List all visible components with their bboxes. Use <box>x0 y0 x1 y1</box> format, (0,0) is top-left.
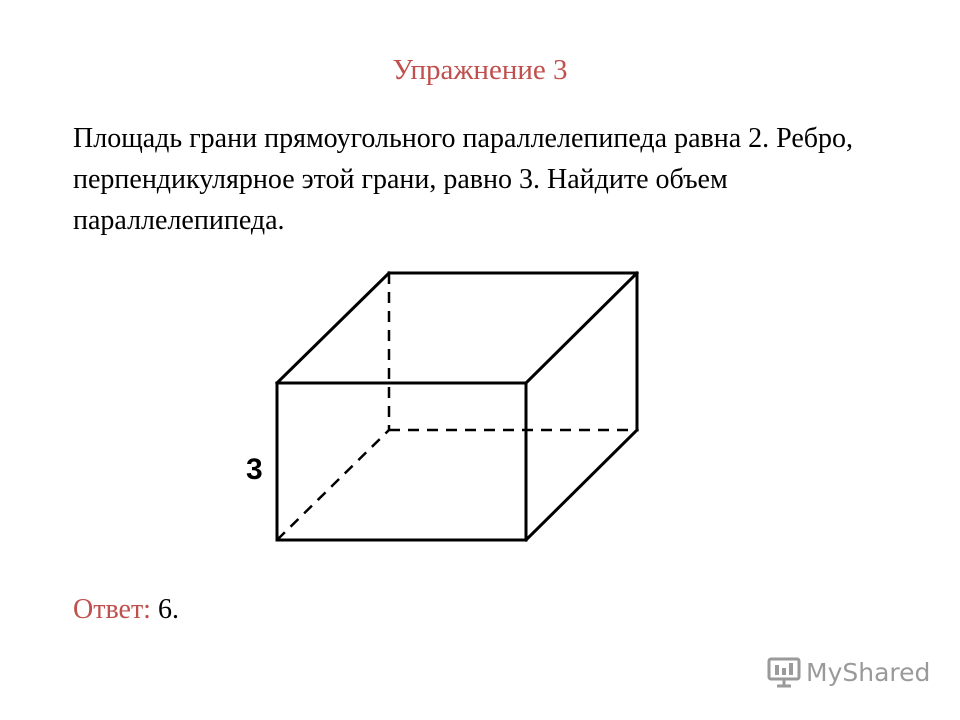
edge-height-label: 3 <box>246 453 263 486</box>
watermark <box>767 652 930 692</box>
answer-label: Ответ: <box>73 594 151 625</box>
watermark-brand: MyShared <box>806 657 931 687</box>
bottom-right-edge <box>526 430 637 540</box>
top-right-edge <box>526 273 637 383</box>
top-left-edge <box>277 273 389 383</box>
presentation-icon <box>767 656 801 688</box>
problem-text: Площадь грани прямоугольного параллелепипеда равна 2. Ребро, перпендикулярное этой грани, равно 3. Найдите объем параллелепипеда. <box>73 123 854 236</box>
answer <box>73 592 179 628</box>
slide-title: Упражнение 3 <box>392 54 568 86</box>
answer-value: 6. <box>157 594 179 625</box>
hidden-left-bottom-edge <box>277 430 389 540</box>
